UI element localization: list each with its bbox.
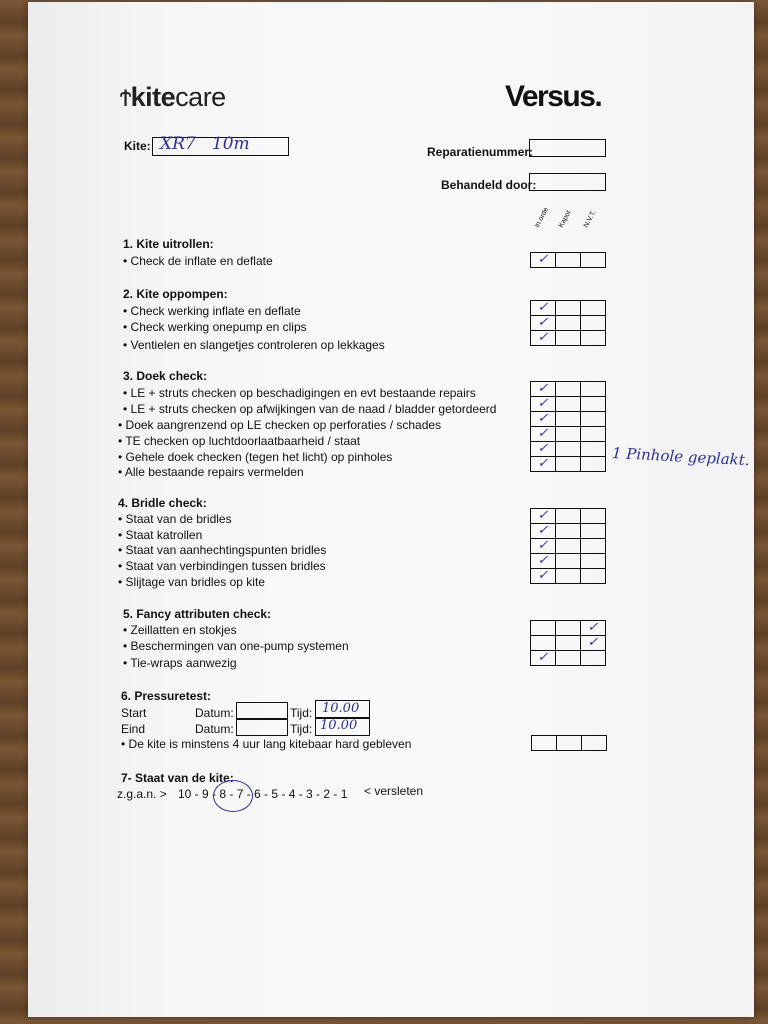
check-cell[interactable] [556,509,581,524]
start-label: Start [121,706,147,720]
scale-right-label: < versleten [364,784,424,798]
checklist-item: • Slijtage van bridles op kite [118,575,265,589]
checklist-item: • Staat van verbindingen tussen bridles [118,559,326,573]
checklist-item: • Ventielen en slangetjes controleren op lekkages [123,338,385,352]
handled-by-field[interactable] [529,173,606,191]
check-cell[interactable] [581,442,606,457]
checklist-item: • Beschermingen van one-pump systemen [123,639,349,653]
checklist-item: • Check werking onepump en clips [123,320,307,334]
end-time-handwritten: 10.00 [320,718,358,733]
column-header-kapot: Kapot [557,209,573,229]
check-cell[interactable] [581,569,606,584]
checklist-item: • Check de inflate en deflate [123,254,273,268]
check-grid-section-6 [531,735,607,751]
checklist-item: • Check werking inflate en deflate [123,304,301,318]
check-cell[interactable] [581,539,606,554]
section-title-kite-uitrollen: 1. Kite uitrollen: [123,237,214,251]
check-cell[interactable] [531,636,556,651]
end-label: Eind [121,722,146,736]
column-header-nvt: N.V.T. [582,209,598,229]
check-cell[interactable] [556,569,581,584]
checklist-item: • Tie-wraps aanwezig [123,656,237,670]
check-cell[interactable]: ✓ [531,509,556,524]
check-cell[interactable] [581,316,606,331]
kitecare-logo-care: care [175,82,226,112]
check-cell[interactable]: ✓ [531,397,556,412]
check-grid-section-4 [530,508,606,584]
check-cell[interactable] [556,316,581,331]
check-cell[interactable] [581,427,606,442]
check-cell[interactable] [581,382,606,397]
checklist-item: • Alle bestaande repairs vermelden [118,465,304,479]
check-cell[interactable]: ✓ [531,253,556,268]
check-cell[interactable] [581,554,606,569]
check-cell[interactable] [581,301,606,316]
section-title-fancy-attributen: 5. Fancy attributen check: [123,607,272,621]
check-cell[interactable]: ✓ [531,412,556,427]
check-cell[interactable]: ✓ [581,636,606,651]
checklist-item: • LE + struts checken op afwijkingen van de naad / bladder getordeerd [123,402,497,416]
versus-logo: Versus. [505,80,602,113]
handled-by-label: Behandeld door: [441,178,537,192]
check-cell[interactable] [556,539,581,554]
check-cell[interactable]: ✓ [531,382,556,397]
check-cell[interactable]: ✓ [531,569,556,584]
check-cell[interactable]: ✓ [531,427,556,442]
check-cell[interactable] [531,621,556,636]
start-tijd-label: Tijd: [290,706,313,720]
check-grid-section-1 [530,252,606,268]
kite-label: Kite: [124,139,151,153]
check-cell[interactable] [556,427,581,442]
check-cell[interactable] [556,621,581,636]
check-cell[interactable] [556,524,581,539]
check-cell[interactable] [556,412,581,427]
checklist-item: • Staat van de bridles [118,512,232,526]
check-cell[interactable] [581,457,606,472]
end-datum-field[interactable] [236,718,288,736]
kitecare-logo [120,82,226,113]
check-cell[interactable] [557,736,582,751]
kitecare-logo-kite: kite [130,82,176,112]
check-cell[interactable] [581,524,606,539]
column-header-in-orde: In orde [533,206,551,229]
repair-number-field[interactable] [529,139,606,157]
section-title-pressuretest: 6. Pressuretest: [121,689,212,703]
check-cell[interactable] [581,412,606,427]
check-cell[interactable] [581,397,606,412]
check-cell[interactable] [581,253,606,268]
selected-condition-circle [213,780,253,812]
checklist-item: • Staat van aanhechtingspunten bridles [118,543,327,557]
check-cell[interactable] [556,651,581,666]
check-cell[interactable]: ✓ [531,457,556,472]
check-cell[interactable] [556,253,581,268]
check-cell[interactable] [556,331,581,346]
pressure-hold-item: • De kite is minstens 4 uur lang kitebaar hard gebleven [121,737,412,751]
check-cell[interactable]: ✓ [531,316,556,331]
check-cell[interactable] [532,736,557,751]
checklist-item: • TE checken op luchtdoorlaatbaarheid / staat [118,434,361,448]
checklist-item: • Gehele doek checken (tegen het licht) op pinholes [118,450,393,464]
check-cell[interactable] [556,442,581,457]
kitecare-logo-symbol: Ϯ [120,85,131,112]
end-tijd-label: Tijd: [290,722,313,736]
checklist-item: • Staat katrollen [118,528,203,542]
check-cell[interactable] [581,331,606,346]
check-cell[interactable] [556,457,581,472]
section-title-kite-oppompen: 2. Kite oppompen: [123,287,228,301]
check-cell[interactable] [556,397,581,412]
condition-scale: 10 - 9 - 8 - 7 - 6 - 5 - 4 - 3 - 2 - 1 [178,787,348,801]
check-cell[interactable]: ✓ [531,301,556,316]
check-cell[interactable] [581,651,606,666]
checklist-item: • Doek aangrenzend op LE checken op perforaties / schades [118,418,442,432]
start-datum-label: Datum: [195,706,234,720]
checklist-item: • Zeillatten en stokjes [123,623,237,637]
section-title-bridle-check: 4. Bridle check: [118,496,207,510]
check-cell[interactable]: ✓ [531,539,556,554]
check-grid-section-5 [530,620,606,666]
check-cell[interactable]: ✓ [531,442,556,457]
check-grid-section-3 [530,381,606,472]
end-datum-label: Datum: [195,722,234,736]
check-cell[interactable] [582,736,607,751]
check-cell[interactable]: ✓ [531,651,556,666]
check-cell[interactable]: ✓ [581,621,606,636]
check-cell[interactable]: ✓ [531,554,556,569]
start-time-handwritten: 10.00 [322,701,360,716]
check-cell[interactable] [556,636,581,651]
check-cell[interactable]: ✓ [531,331,556,346]
scale-left-label: z.g.a.n. > [117,787,167,801]
check-cell[interactable] [556,382,581,397]
kite-value-handwritten: XR7 10m [160,134,250,154]
check-cell[interactable] [556,301,581,316]
check-cell[interactable] [581,509,606,524]
checklist-item: • LE + struts checken op beschadigingen en evt bestaande repairs [123,386,476,400]
section-title-doek-check: 3. Doek check: [123,369,208,383]
pinhole-note-handwritten: 1 Pinhole geplakt. [611,444,750,470]
check-cell[interactable]: ✓ [531,524,556,539]
check-cell[interactable] [556,554,581,569]
check-grid-section-2 [530,300,606,346]
repair-number-label: Reparatienummer: [427,145,534,159]
section-title-staat-van-de-kite: 7- Staat van de kite: [121,771,234,785]
